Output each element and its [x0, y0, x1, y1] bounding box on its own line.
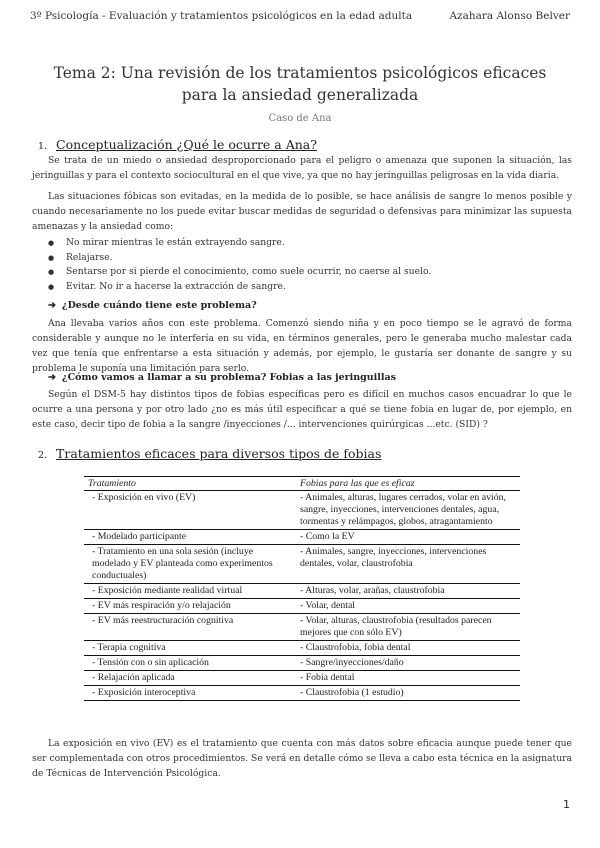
table-cell-treatment: - Exposición en vivo (EV) — [84, 491, 296, 530]
table-cell-treatment: - EV más reestructuración cognitiva — [84, 614, 296, 641]
table-cell-treatment: - Tratamiento en una sola sesión (incluye modelado y EV planteada como experimentos conductuales) — [84, 545, 296, 584]
table-cell-treatment: - Terapia cognitiva — [84, 641, 296, 656]
section-2-number: 2. — [38, 450, 48, 461]
table-cell-phobias: - Alturas, volar, arañas, claustrofobia — [296, 584, 520, 599]
table-cell-treatment: - Modelado participante — [84, 530, 296, 545]
table-cell-treatment: - Exposición interoceptiva — [84, 686, 296, 701]
table-cell-phobias: - Sangre/inyecciones/daño — [296, 656, 520, 671]
table-row — [84, 671, 520, 686]
table-cell-phobias: - Fobia dental — [296, 671, 520, 686]
list-item: ● Sentarse por si pierde el conocimiento, como suele ocurrir, no caerse al suelo. — [48, 265, 568, 280]
list-item: ● No mirar mientras le están extrayendo sangre. — [48, 236, 568, 251]
table-row — [84, 599, 520, 614]
table-row — [84, 614, 520, 641]
table-cell-treatment: - Exposición mediante realidad virtual — [84, 584, 296, 599]
table-cell-treatment: - EV más respiración y/o relajación — [84, 599, 296, 614]
table-row — [84, 641, 520, 656]
section-1-paragraph-4: Según el DSM-5 hay distintos tipos de fobias específicas pero es difícil en muchos casos encuadrar lo que le ocurre a una persona y por otro lado ¿no es más útil especificar a qué se tiene fobia en lugar de, por ejemplo, en este caso, decir tipo de fobia a la sangre /inyecciones /... intervenciones quirúrgicas ...etc. (SID) ? — [32, 389, 572, 430]
question-since-when — [48, 300, 257, 311]
table-row — [84, 491, 520, 530]
table-cell-phobias: - Animales, sangre, inyecciones, intervenciones dentales, volar, claustrofobia — [296, 545, 520, 584]
table-row — [84, 656, 520, 671]
header-author: Azahara Alonso Belver — [449, 10, 570, 22]
header-course: 3º Psicología - Evaluación y tratamientos psicológicos en la edad adulta — [30, 10, 413, 22]
arrow-right-icon: ➔ — [48, 372, 56, 383]
section-1-number: 1. — [38, 141, 48, 152]
table-header-phobias: Fobias para las que es eficaz — [296, 477, 520, 491]
list-item: ● Evitar. No ir a hacerse la extracción de sangre. — [48, 280, 568, 295]
section-2-heading — [38, 446, 381, 461]
section-2-paragraph-1: La exposición en vivo (EV) es el tratamiento que cuenta con más datos sobre eficacia aunque puede tener que ser complementada con otros procedimientos. Se verá en detalle cómo se lleva a cabo esta técnica en la asignatura de Técnicas de Intervención Psicológica. — [32, 738, 572, 779]
section-1-paragraph-3: Ana llevaba varios años con este problema. Comenzó siendo niña y en poco tiempo se le agravó de forma considerable y aunque no le interfería en su vida, en términos generales, pero le generaba mucho malestar cada vez que tenía que enfrentarse a esta situación y además, por ejemplo, le gustaría ser donante de sangre y su problema le suponía una limitación para serlo. — [32, 318, 572, 374]
table-header-treatment: Tratamiento — [84, 477, 296, 491]
question-since-when-text: ¿Desde cuándo tiene este problema? — [62, 300, 257, 311]
page-number: 1 — [563, 798, 570, 811]
table-cell-phobias: - Como la EV — [296, 530, 520, 545]
defense-bullet-list — [48, 236, 568, 294]
question-problem-name-text: ¿Cómo vamos a llamar a su problema? Fobias a las jeringuillas — [62, 372, 397, 383]
treatments-table — [84, 476, 520, 701]
section-1-paragraph-2: Las situaciones fóbicas son evitadas, en la medida de lo posible, se hace análisis de sangre lo menos posible y cuando necesariamente no los puede evitar buscar medidas de seguridad o defensivas para minimizar las supuesta amenazas y la ansiedad como: — [32, 191, 572, 232]
section-1-heading — [38, 137, 317, 152]
section-1-title: Conceptualización ¿Qué le ocurre a Ana? — [56, 137, 317, 152]
table-cell-phobias: - Claustrofobia, fobia dental — [296, 641, 520, 656]
table-cell-phobias: - Volar, dental — [296, 599, 520, 614]
table-row — [84, 584, 520, 599]
section-1-paragraph-1: Se trata de un miedo o ansiedad desproporcionado para el peligro o amenaza que suponen la situación, las jeringuillas y para el contexto sociocultural en el que vive, ya que no hay jeringuillas peligrosas en la vida diaria. — [32, 155, 572, 181]
table-row — [84, 530, 520, 545]
table-header-row — [84, 477, 520, 491]
table-cell-phobias: - Claustrofobia (1 estudio) — [296, 686, 520, 701]
table-cell-treatment: - Tensión con o sin aplicación — [84, 656, 296, 671]
page-subtitle: Caso de Ana — [268, 113, 332, 124]
table-cell-phobias: - Animales, alturas, lugares cerrados, volar en avión, sangre, inyecciones, intervenciones dentales, agua, tormentas y relámpagos, globos, atragantamiento — [296, 491, 520, 530]
arrow-right-icon: ➔ — [48, 300, 56, 311]
table-cell-phobias: - Volar, alturas, claustrofobia (resultados parecen mejores que con sólo EV) — [296, 614, 520, 641]
section-2-title: Tratamientos eficaces para diversos tipos de fobias — [56, 446, 382, 461]
list-item: ● Relajarse. — [48, 251, 568, 266]
table-row — [84, 686, 520, 701]
page-title: Tema 2: Una revisión de los tratamientos psicológicos eficaces para la ansiedad generalizada — [53, 64, 547, 104]
table-cell-treatment: - Relajación aplicada — [84, 671, 296, 686]
question-problem-name — [48, 372, 396, 383]
table-row — [84, 545, 520, 584]
